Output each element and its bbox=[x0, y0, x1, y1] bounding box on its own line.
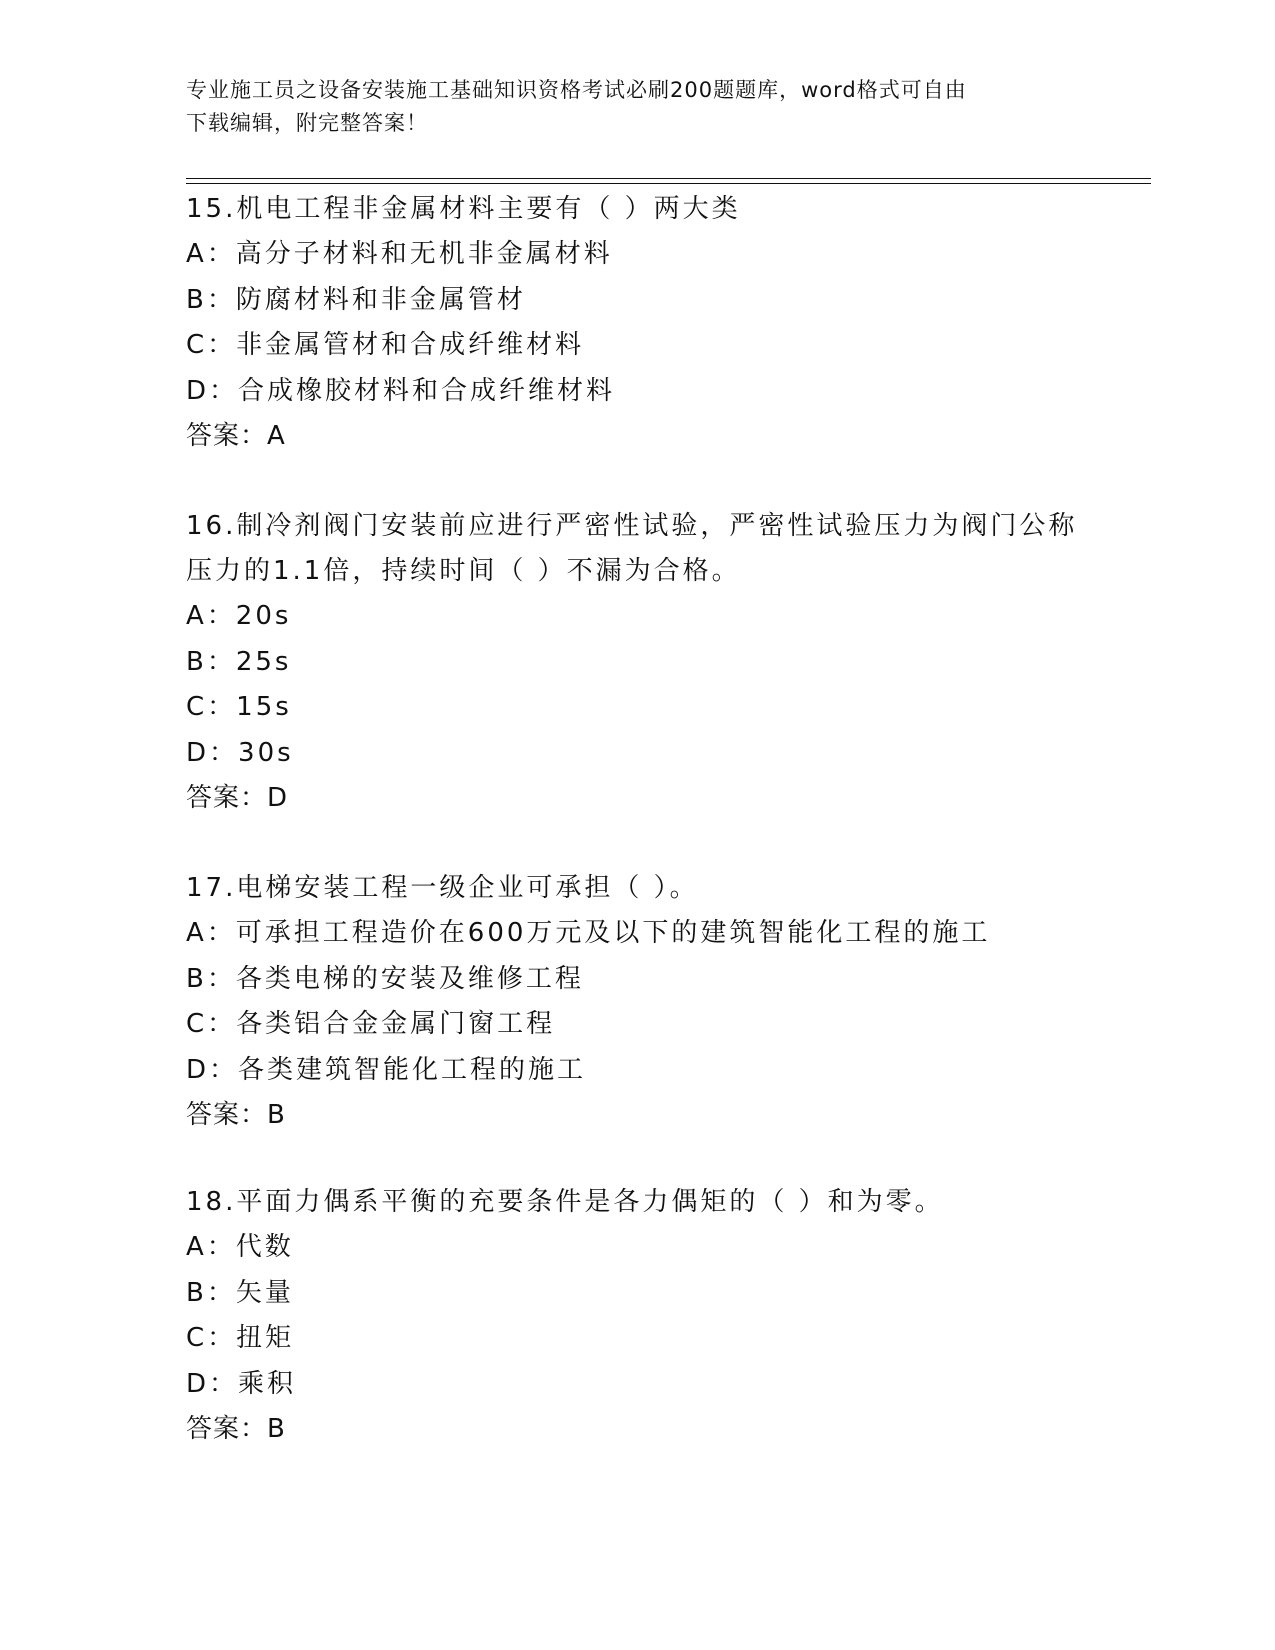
option-a: A：20s bbox=[186, 601, 292, 631]
option-b: B：矢量 bbox=[186, 1277, 294, 1308]
question-stem-line-1: 16.制冷剂阀门安装前应进行严密性试验，严密性试验压力为阀门公称 bbox=[186, 511, 1078, 541]
answer-value: B bbox=[267, 1414, 286, 1444]
answer-label: 答案： bbox=[186, 783, 268, 813]
header-divider-top bbox=[186, 178, 1151, 179]
header-divider-bottom bbox=[186, 183, 1151, 184]
option-c: C：15s bbox=[186, 692, 292, 722]
answer-line bbox=[186, 414, 1106, 459]
answer-value: B bbox=[267, 1100, 286, 1130]
option-b: B：防腐材料和非金属管材 bbox=[186, 284, 526, 315]
option-a: A：高分子材料和无机非金属材料 bbox=[186, 239, 613, 269]
header-line-2: 下载编辑，附完整答案！ bbox=[186, 111, 428, 135]
option-d: D：30s bbox=[186, 737, 294, 768]
question-15 bbox=[186, 187, 1106, 459]
answer-line bbox=[186, 1407, 1106, 1452]
question-18 bbox=[186, 1180, 1106, 1452]
answer-value: A bbox=[267, 421, 286, 451]
question-stem: 18.平面力偶系平衡的充要条件是各力偶矩的（ ）和为零。 bbox=[186, 1187, 944, 1217]
header-line-1: 专业施工员之设备安装施工基础知识资格考试必刷200题题库，word格式可自由 bbox=[186, 78, 967, 102]
option-c: C：扭矩 bbox=[186, 1323, 295, 1353]
question-stem: 15.机电工程非金属材料主要有（ ）两大类 bbox=[186, 194, 741, 224]
option-c: C：各类铝合金金属门窗工程 bbox=[186, 1009, 556, 1039]
answer-line bbox=[186, 776, 1106, 821]
answer-value: D bbox=[267, 783, 289, 813]
document-header bbox=[186, 74, 1086, 140]
option-a: A：可承担工程造价在600万元及以下的建筑智能化工程的施工 bbox=[186, 918, 991, 948]
question-stem-line-2: 压力的1.1倍，持续时间（ ）不漏为合格。 bbox=[186, 556, 741, 586]
question-17 bbox=[186, 866, 1106, 1138]
option-a: A：代数 bbox=[186, 1232, 294, 1262]
answer-label: 答案： bbox=[186, 421, 268, 451]
answer-line bbox=[186, 1093, 1106, 1138]
option-b: B：25s bbox=[186, 646, 292, 677]
option-b: B：各类电梯的安装及维修工程 bbox=[186, 963, 584, 994]
question-16 bbox=[186, 504, 1106, 821]
answer-label: 答案： bbox=[186, 1414, 268, 1444]
option-d: D：各类建筑智能化工程的施工 bbox=[186, 1054, 587, 1085]
answer-label: 答案： bbox=[186, 1100, 268, 1130]
option-d: D：乘积 bbox=[186, 1368, 297, 1399]
option-d: D：合成橡胶材料和合成纤维材料 bbox=[186, 375, 616, 406]
question-stem: 17.电梯安装工程一级企业可承担（ ）。 bbox=[186, 873, 699, 903]
option-c: C：非金属管材和合成纤维材料 bbox=[186, 330, 585, 360]
